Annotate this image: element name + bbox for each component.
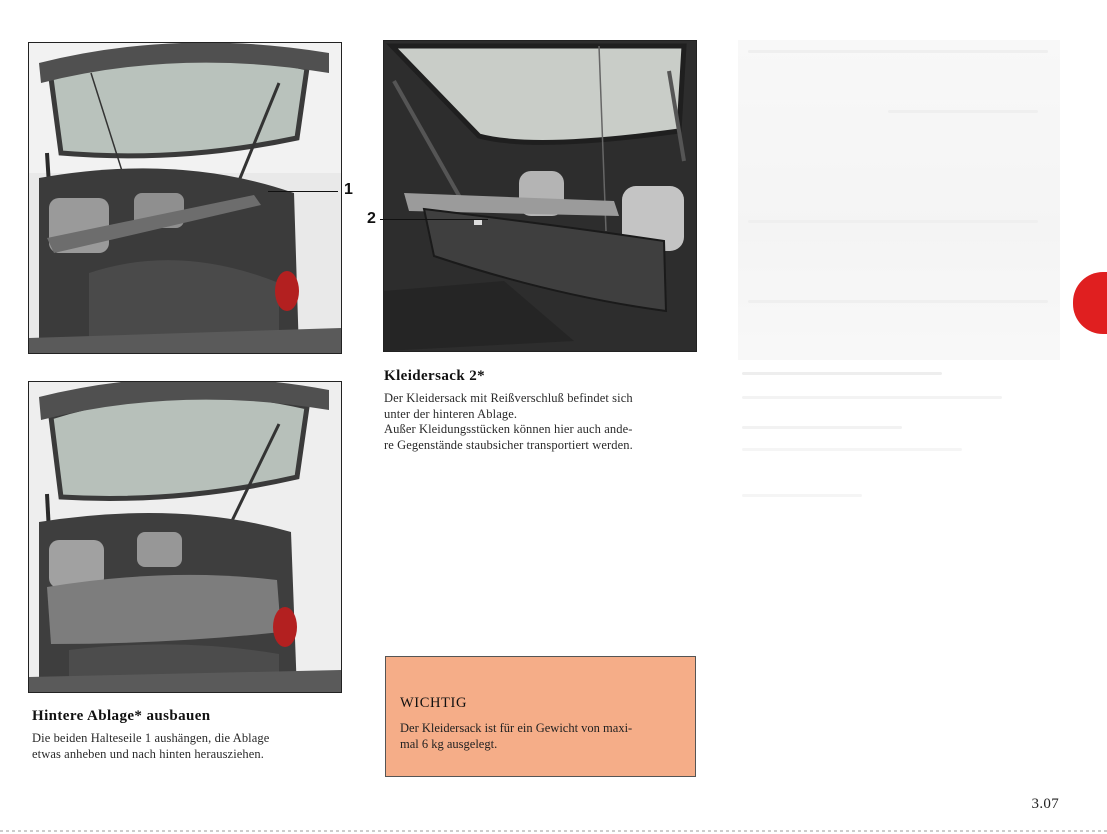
chapter-tab [1073, 272, 1107, 334]
body-line: Die beiden Halteseile 1 aushängen, die Ablage [32, 731, 270, 745]
section-body-kleidersack [384, 391, 704, 453]
section-body-ablage [32, 731, 352, 762]
garment-bag-illustration [384, 41, 696, 351]
body-line: Der Kleidersack mit Reißverschluß befindet sich [384, 391, 633, 405]
photo-tailgate-cords [28, 42, 342, 354]
warning-box [385, 656, 696, 777]
body-line: unter der hinteren Ablage. [384, 406, 518, 421]
show-through-line [742, 372, 942, 375]
body-line: re Gegenstände staubsicher transportiert werden. [384, 437, 633, 452]
warning-line: mal 6 kg ausgelegt. [400, 737, 498, 751]
show-through-line [742, 448, 962, 451]
callout-line-2 [380, 219, 488, 220]
body-line: etwas anheben und nach hinten herausziehen. [32, 746, 264, 761]
shelf-installed-illustration [29, 382, 341, 692]
section-heading-ablage: Hintere Ablage* ausbauen [32, 708, 211, 724]
body-line: Außer Kleidungsstücken können hier auch ande- [384, 422, 633, 436]
callout-2: 2 [367, 210, 376, 227]
page-number: 3.07 [1031, 796, 1059, 812]
section-heading-kleidersack: Kleidersack 2* [384, 368, 486, 384]
show-through-line [742, 494, 862, 497]
show-through-line [742, 396, 1002, 399]
show-through-ghost [738, 40, 1060, 360]
warning-title: WICHTIG [400, 695, 468, 711]
callout-line-1 [268, 191, 338, 192]
bottom-edge-rule [0, 830, 1107, 832]
warning-text [400, 720, 690, 752]
show-through-line [742, 426, 902, 429]
photo-garment-bag [383, 40, 697, 352]
tailgate-cords-illustration [29, 43, 341, 353]
callout-1: 1 [344, 181, 353, 198]
photo-shelf-installed [28, 381, 342, 693]
warning-line: Der Kleidersack ist für ein Gewicht von maxi- [400, 721, 633, 735]
